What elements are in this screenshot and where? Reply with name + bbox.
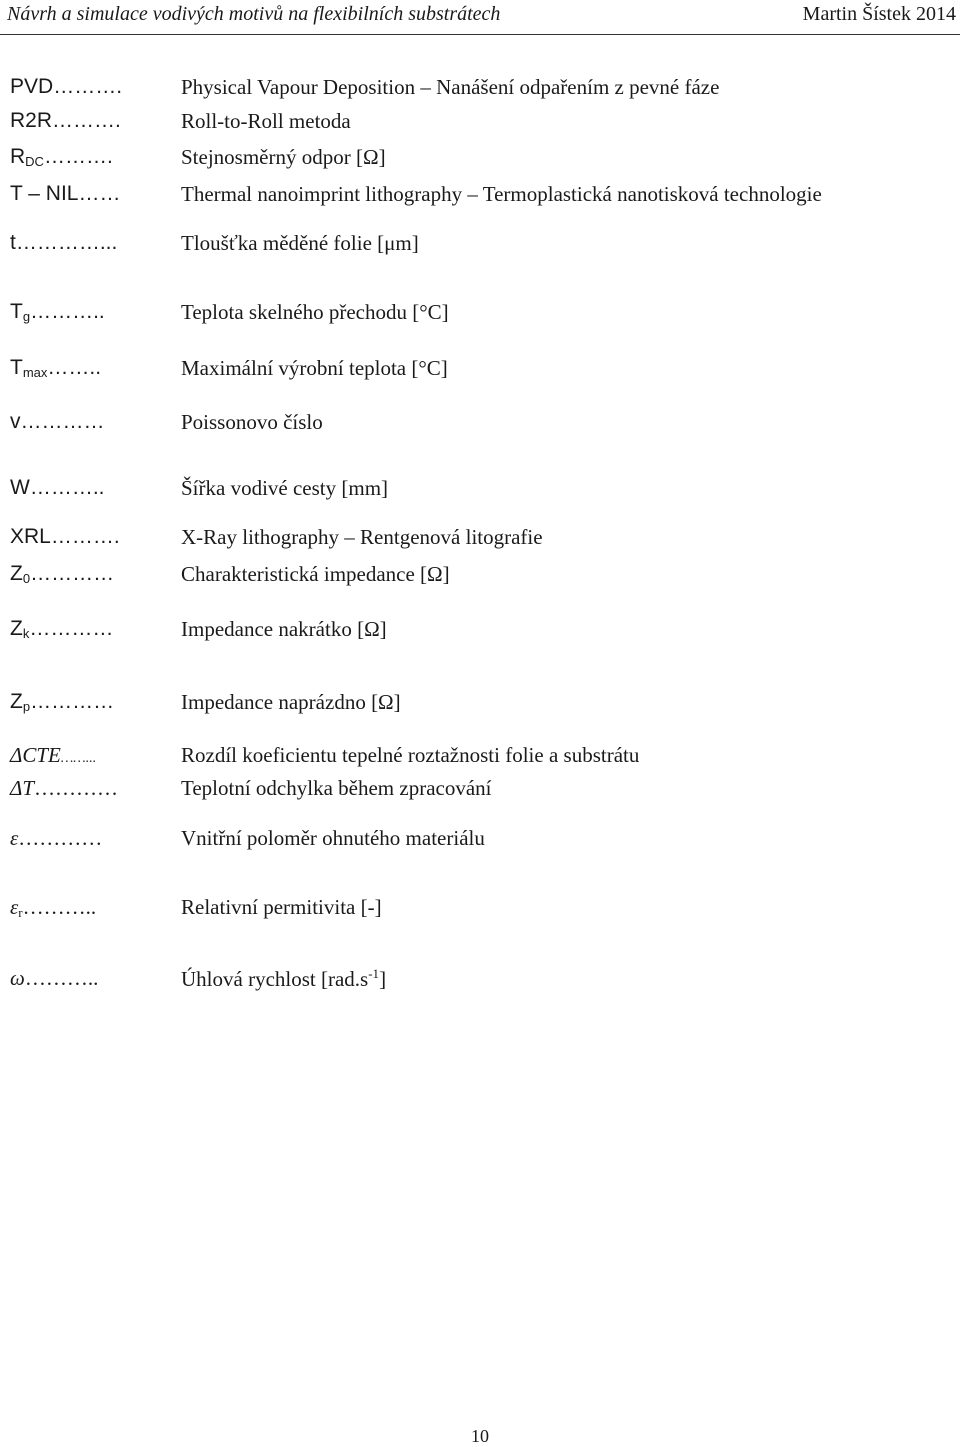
entry-description: Rozdíl koeficientu tepelné roztažnosti folie a substrátu [181, 743, 640, 767]
abbreviation-entry [0, 743, 960, 773]
abbreviation-entry [0, 476, 960, 506]
entry-symbol: $Z_k\dots\dots\dots\dots$ [10, 617, 114, 641]
abbreviation-entry [0, 231, 960, 261]
abbreviation-entry [0, 895, 960, 925]
page-number: 10 [471, 1426, 489, 1446]
abbreviation-entry [0, 617, 960, 647]
abbreviation-entry [0, 182, 960, 212]
entry-symbol: $T_g\dots\dots\dots$.. [10, 300, 105, 324]
entry-symbol: $\varepsilon_r\dots\dots\dots$.. [10, 895, 97, 920]
abbreviation-entry [0, 690, 960, 720]
entry-description: Úhlová rychlost $[rad.s^{-1}]$ [181, 966, 387, 991]
entry-description: Roll-to-Roll metoda [181, 109, 351, 133]
abbreviation-entry [0, 826, 960, 856]
entry-symbol: W……….. [10, 476, 105, 499]
abbreviation-entry [0, 410, 960, 440]
entry-symbol: ΔT………… [10, 776, 119, 800]
entry-symbol: ω……….. [10, 966, 99, 990]
entry-description: Thermal nanoimprint lithography – Termoplastická nanotisková technologie [181, 182, 822, 206]
header-title: Návrh a simulace vodivých motivů na flexibilních substrátech [7, 3, 501, 25]
header-author-year: Martin Šístek 2014 [802, 3, 956, 25]
entry-description: Teplota skelného přechodu [°C] [181, 300, 449, 324]
entry-description: Šířka vodivé cesty [mm] [181, 476, 389, 500]
entry-symbol: T – NIL…… [10, 182, 121, 205]
abbreviation-entry [0, 966, 960, 996]
abbreviation-entry [0, 356, 960, 386]
entry-symbol: $Z_p\dots\dots\dots\dots$ [10, 690, 115, 714]
entry-symbol: ε………… [10, 826, 103, 850]
abbreviation-entry [0, 562, 960, 592]
entry-description: Impedance nakrátko [Ω] [181, 617, 387, 641]
entry-description: X-Ray lithography – Rentgenová litografie [181, 525, 543, 549]
abbreviation-entry [0, 75, 960, 105]
entry-description: Physical Vapour Deposition – Nanášení odpařením z pevné fáze [181, 75, 720, 99]
entry-symbol: R2R………. [10, 109, 121, 132]
entry-description: Stejnosměrný odpor [Ω] [181, 145, 386, 169]
entry-symbol: v………… [10, 410, 105, 433]
running-header [0, 0, 960, 35]
entry-description: Tloušťka měděné folie [μm] [181, 231, 419, 255]
entry-symbol: ΔCTE……... [10, 743, 97, 767]
entry-description: Charakteristická impedance [Ω] [181, 562, 450, 586]
entry-symbol: $Z_0\dots\dots\dots\dots$ [10, 562, 115, 586]
abbreviation-entry [0, 525, 960, 555]
abbreviation-entry [0, 776, 960, 806]
abbreviation-entry [0, 300, 960, 330]
entry-symbol: XRL………. [10, 525, 120, 548]
entry-description: Impedance naprázdno [Ω] [181, 690, 401, 714]
entry-symbol: $T_{max}\dots\dots$.. [10, 356, 102, 380]
entry-symbol: t…………... [10, 231, 118, 254]
abbreviation-entry [0, 109, 960, 139]
entry-description: Relativní permitivita [-] [181, 895, 382, 919]
entry-description: Teplotní odchylka během zpracování [181, 776, 492, 800]
entry-description: Vnitřní poloměr ohnutého materiálu [181, 826, 485, 850]
entry-symbol: $R_{DC}\dots\dots\dots$. [10, 145, 113, 169]
entry-description: Maximální výrobní teplota [°C] [181, 356, 448, 380]
entry-description: Poissonovo číslo [181, 410, 323, 434]
entry-symbol: PVD………. [10, 75, 123, 98]
abbreviation-entry [0, 145, 960, 175]
